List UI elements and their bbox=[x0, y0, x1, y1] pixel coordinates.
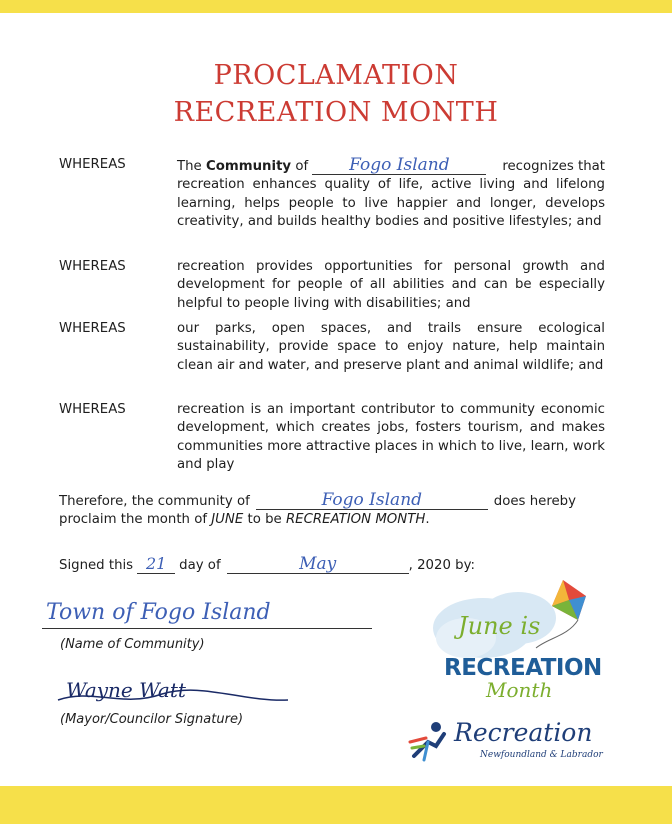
clause-text bbox=[177, 156, 605, 231]
therefore-month-name: RECREATION MONTH bbox=[285, 512, 426, 527]
june-is-recreation-month-logo bbox=[428, 576, 602, 711]
mayor-signature-flourish bbox=[52, 680, 292, 710]
logo-june-text: June is bbox=[458, 612, 541, 640]
signed-day-handwritten: 21 bbox=[137, 555, 175, 574]
therefore-month: JUNE bbox=[211, 512, 244, 527]
therefore-after: does hereby bbox=[493, 494, 576, 509]
clause-body: our parks, open spaces, and trails ensure ecological sustainability, provide space to enjoy nature, help maintain clean air and water, and preserve plant and animal wildlife; and bbox=[177, 321, 605, 373]
clause-keyword: WHEREAS bbox=[59, 259, 126, 274]
title-line-1: PROCLAMATION bbox=[213, 60, 459, 91]
rnl-logo-name: Recreation bbox=[454, 718, 593, 747]
therefore-line2-mid: to be bbox=[243, 512, 286, 527]
runner-icon bbox=[406, 720, 454, 762]
logo-recreation-text: RECREATION bbox=[444, 655, 602, 681]
clause-keyword: WHEREAS bbox=[59, 157, 126, 172]
clause-intro-bold: Community bbox=[205, 159, 292, 174]
clause-body: recreation is an important contributor to community economic development, which creates jobs, fosters tourism, and makes communities more attractive places in which to live, learn, work and play bbox=[177, 402, 605, 472]
bottom-yellow-band bbox=[0, 786, 672, 824]
clause-intro: The bbox=[177, 159, 206, 174]
clause-intro-of: of bbox=[291, 159, 309, 174]
clause-keyword: WHEREAS bbox=[59, 402, 126, 417]
signed-after: , 2020 by: bbox=[408, 558, 475, 573]
therefore-community-handwritten: Fogo Island bbox=[256, 491, 488, 510]
community-signature-line bbox=[42, 628, 372, 629]
clause-keyword: WHEREAS bbox=[59, 321, 126, 336]
clause-body: recreation enhances quality of life, active living and lifelong learning, helps people to live happier and longer, develops creativity, and builds healthy bodies and positive lifestyles; and bbox=[177, 177, 605, 229]
therefore-line2-before: proclaim the month of bbox=[59, 512, 212, 527]
community-name-handwritten: Fogo Island bbox=[312, 156, 486, 175]
therefore-paragraph bbox=[59, 491, 605, 529]
title-line-2: RECREATION MONTH bbox=[173, 97, 499, 128]
rnl-logo-subtitle: Newfoundland & Labrador bbox=[480, 750, 603, 760]
top-yellow-band bbox=[0, 0, 672, 13]
clause-body: recreation provides opportunities for personal growth and development for people of all abilities and can be especially helpful to people living with disabilities; and bbox=[177, 259, 605, 311]
signed-month-handwritten: May bbox=[227, 555, 409, 574]
therefore-before: Therefore, the community of bbox=[59, 494, 250, 509]
signed-line bbox=[59, 555, 605, 575]
community-caption: (Name of Community) bbox=[60, 637, 205, 652]
recreation-nl-logo bbox=[404, 716, 604, 766]
clause-intro-after: recognizes that bbox=[502, 159, 605, 174]
therefore-line2-end: . bbox=[425, 512, 430, 527]
community-signature-handwritten: Town of Fogo Island bbox=[46, 600, 271, 625]
logo-month-text: Month bbox=[486, 678, 553, 702]
mayor-caption: (Mayor/Councilor Signature) bbox=[60, 712, 244, 727]
mayor-signature-handwritten: Wayne Watt bbox=[66, 678, 186, 702]
signed-before: Signed this bbox=[59, 558, 134, 573]
signed-mid: day of bbox=[179, 558, 221, 573]
